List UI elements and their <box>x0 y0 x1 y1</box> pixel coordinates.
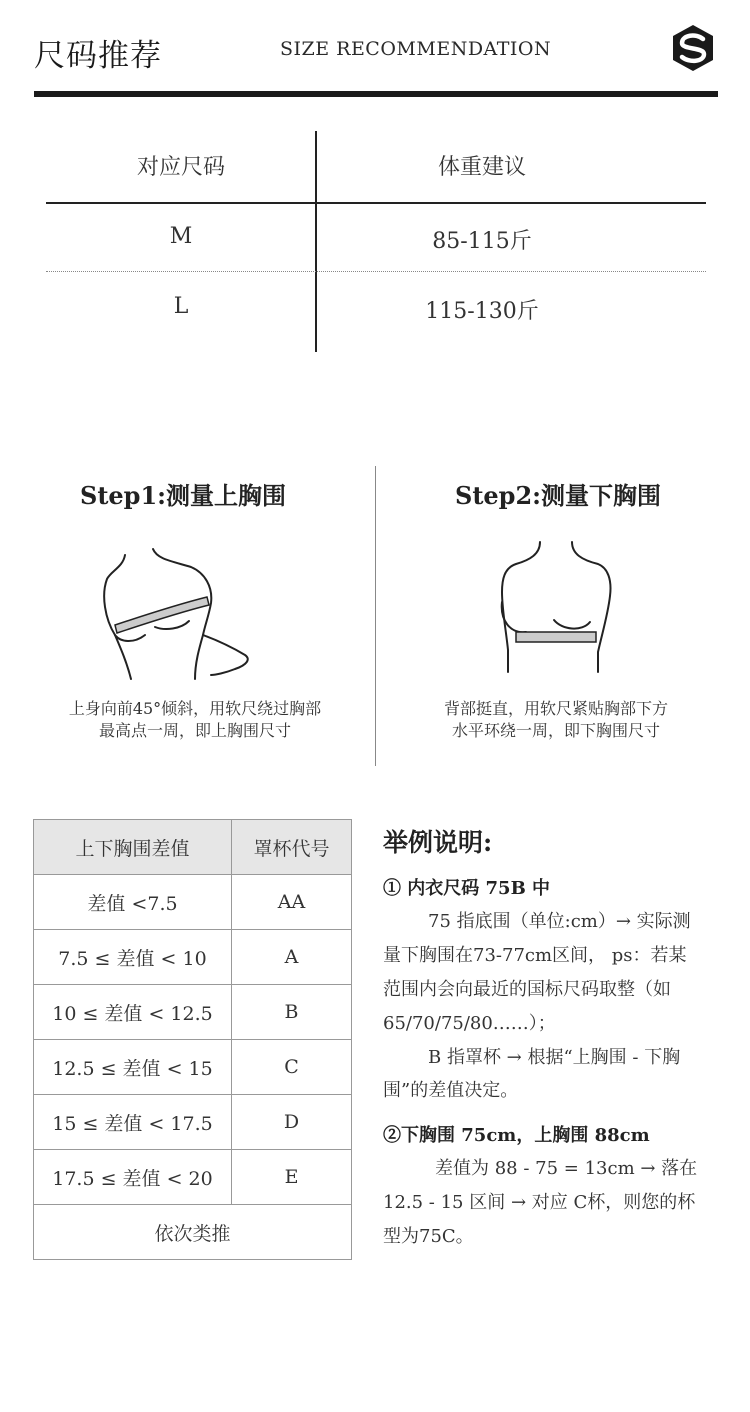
example-item2-heading: ②下胸围 75cm，上胸围 88cm <box>383 1125 650 1146</box>
step1-description <box>15 698 375 742</box>
step2-description-line: 水平环绕一周，即下胸围尺寸 <box>451 721 660 740</box>
size-table-cell-size: L <box>173 294 189 319</box>
cup-table-cell-cup: AA <box>232 875 352 930</box>
cup-table-header-cup: 罩杯代号 <box>232 820 352 875</box>
example-item1-line: 75 指底围（单位:cm）→ 实际测 <box>428 911 691 932</box>
cup-table-cell-diff: 15 ≤ 差值 < 17.5 <box>34 1095 232 1150</box>
example-title: 举例说明: <box>383 828 493 857</box>
page-title-en: SIZE RECOMMENDATION <box>280 38 552 60</box>
brand-s-logo-icon <box>669 24 717 72</box>
cup-table-footer: 依次类推 <box>34 1205 352 1260</box>
size-table-cell-weight: 115-130斤 <box>425 299 539 324</box>
table-row <box>34 1095 352 1150</box>
page-title-cn: 尺码推荐 <box>34 38 162 74</box>
table-row <box>34 1040 352 1095</box>
cup-table-cell-cup: B <box>232 985 352 1040</box>
size-table-row-divider <box>46 271 706 272</box>
step2-title: Step2:测量下胸围 <box>454 481 662 510</box>
cup-table-cell-diff: 10 ≤ 差值 < 12.5 <box>34 985 232 1040</box>
cup-size-table <box>33 819 352 1260</box>
table-row <box>34 985 352 1040</box>
size-table-cell-size: M <box>169 224 193 249</box>
table-row <box>34 1150 352 1205</box>
example-item2-line: 12.5 - 15 区间 → 对应 C杯，则您的杯 <box>383 1192 696 1213</box>
cup-table-footer-row <box>34 1205 352 1260</box>
example-item1-line: 范围内会向最近的国标尺码取整（如 <box>383 979 671 1000</box>
example-item2-line: 差值为 88 - 75 = 13cm → 落在 <box>435 1158 698 1179</box>
cup-table-header-diff: 上下胸围差值 <box>34 820 232 875</box>
example-item2-line: 型为75C。 <box>383 1226 474 1247</box>
step1-description-line: 上身向前45°倾斜，用软尺绕过胸部 <box>68 699 322 718</box>
header-divider <box>34 91 718 97</box>
step2-description <box>376 698 736 742</box>
cup-table-cell-diff: 17.5 ≤ 差值 < 20 <box>34 1150 232 1205</box>
step1-description-line: 最高点一周，即上胸围尺寸 <box>98 721 291 740</box>
cup-table-cell-cup: E <box>232 1150 352 1205</box>
cup-table-cell-diff: 12.5 ≤ 差值 < 15 <box>34 1040 232 1095</box>
under-bust-measure-illustration <box>490 540 630 675</box>
example-item1-heading: ① 内衣尺码 75B 中 <box>383 878 551 899</box>
step1-title: Step1:测量上胸围 <box>79 481 287 510</box>
step2-description-line: 背部挺直，用软尺紧贴胸部下方 <box>443 699 668 718</box>
cup-table-cell-diff: 7.5 ≤ 差值 < 10 <box>34 930 232 985</box>
table-row <box>34 930 352 985</box>
size-table-cell-weight: 85-115斤 <box>432 229 532 254</box>
size-table-header-weight: 体重建议 <box>437 155 526 180</box>
table-row <box>34 875 352 930</box>
cup-table-cell-diff: 差值 <7.5 <box>34 875 232 930</box>
upper-bust-measure-illustration <box>95 545 265 685</box>
example-item1-line: 65/70/75/80……）； <box>383 1013 556 1034</box>
size-table-header-size: 对应尺码 <box>136 155 225 180</box>
cup-table-cell-cup: C <box>232 1040 352 1095</box>
cup-table-cell-cup: A <box>232 930 352 985</box>
example-item1-line: 量下胸围在73-77cm区间， ps：若某 <box>383 945 687 966</box>
size-table-header-divider <box>46 202 706 204</box>
cup-table-cell-cup: D <box>232 1095 352 1150</box>
cup-table-header-row <box>34 820 352 875</box>
example-item1-line: 围”的差值决定。 <box>383 1080 519 1101</box>
example-item1-line: B 指罩杯 → 根据“上胸围 - 下胸 <box>428 1047 681 1068</box>
